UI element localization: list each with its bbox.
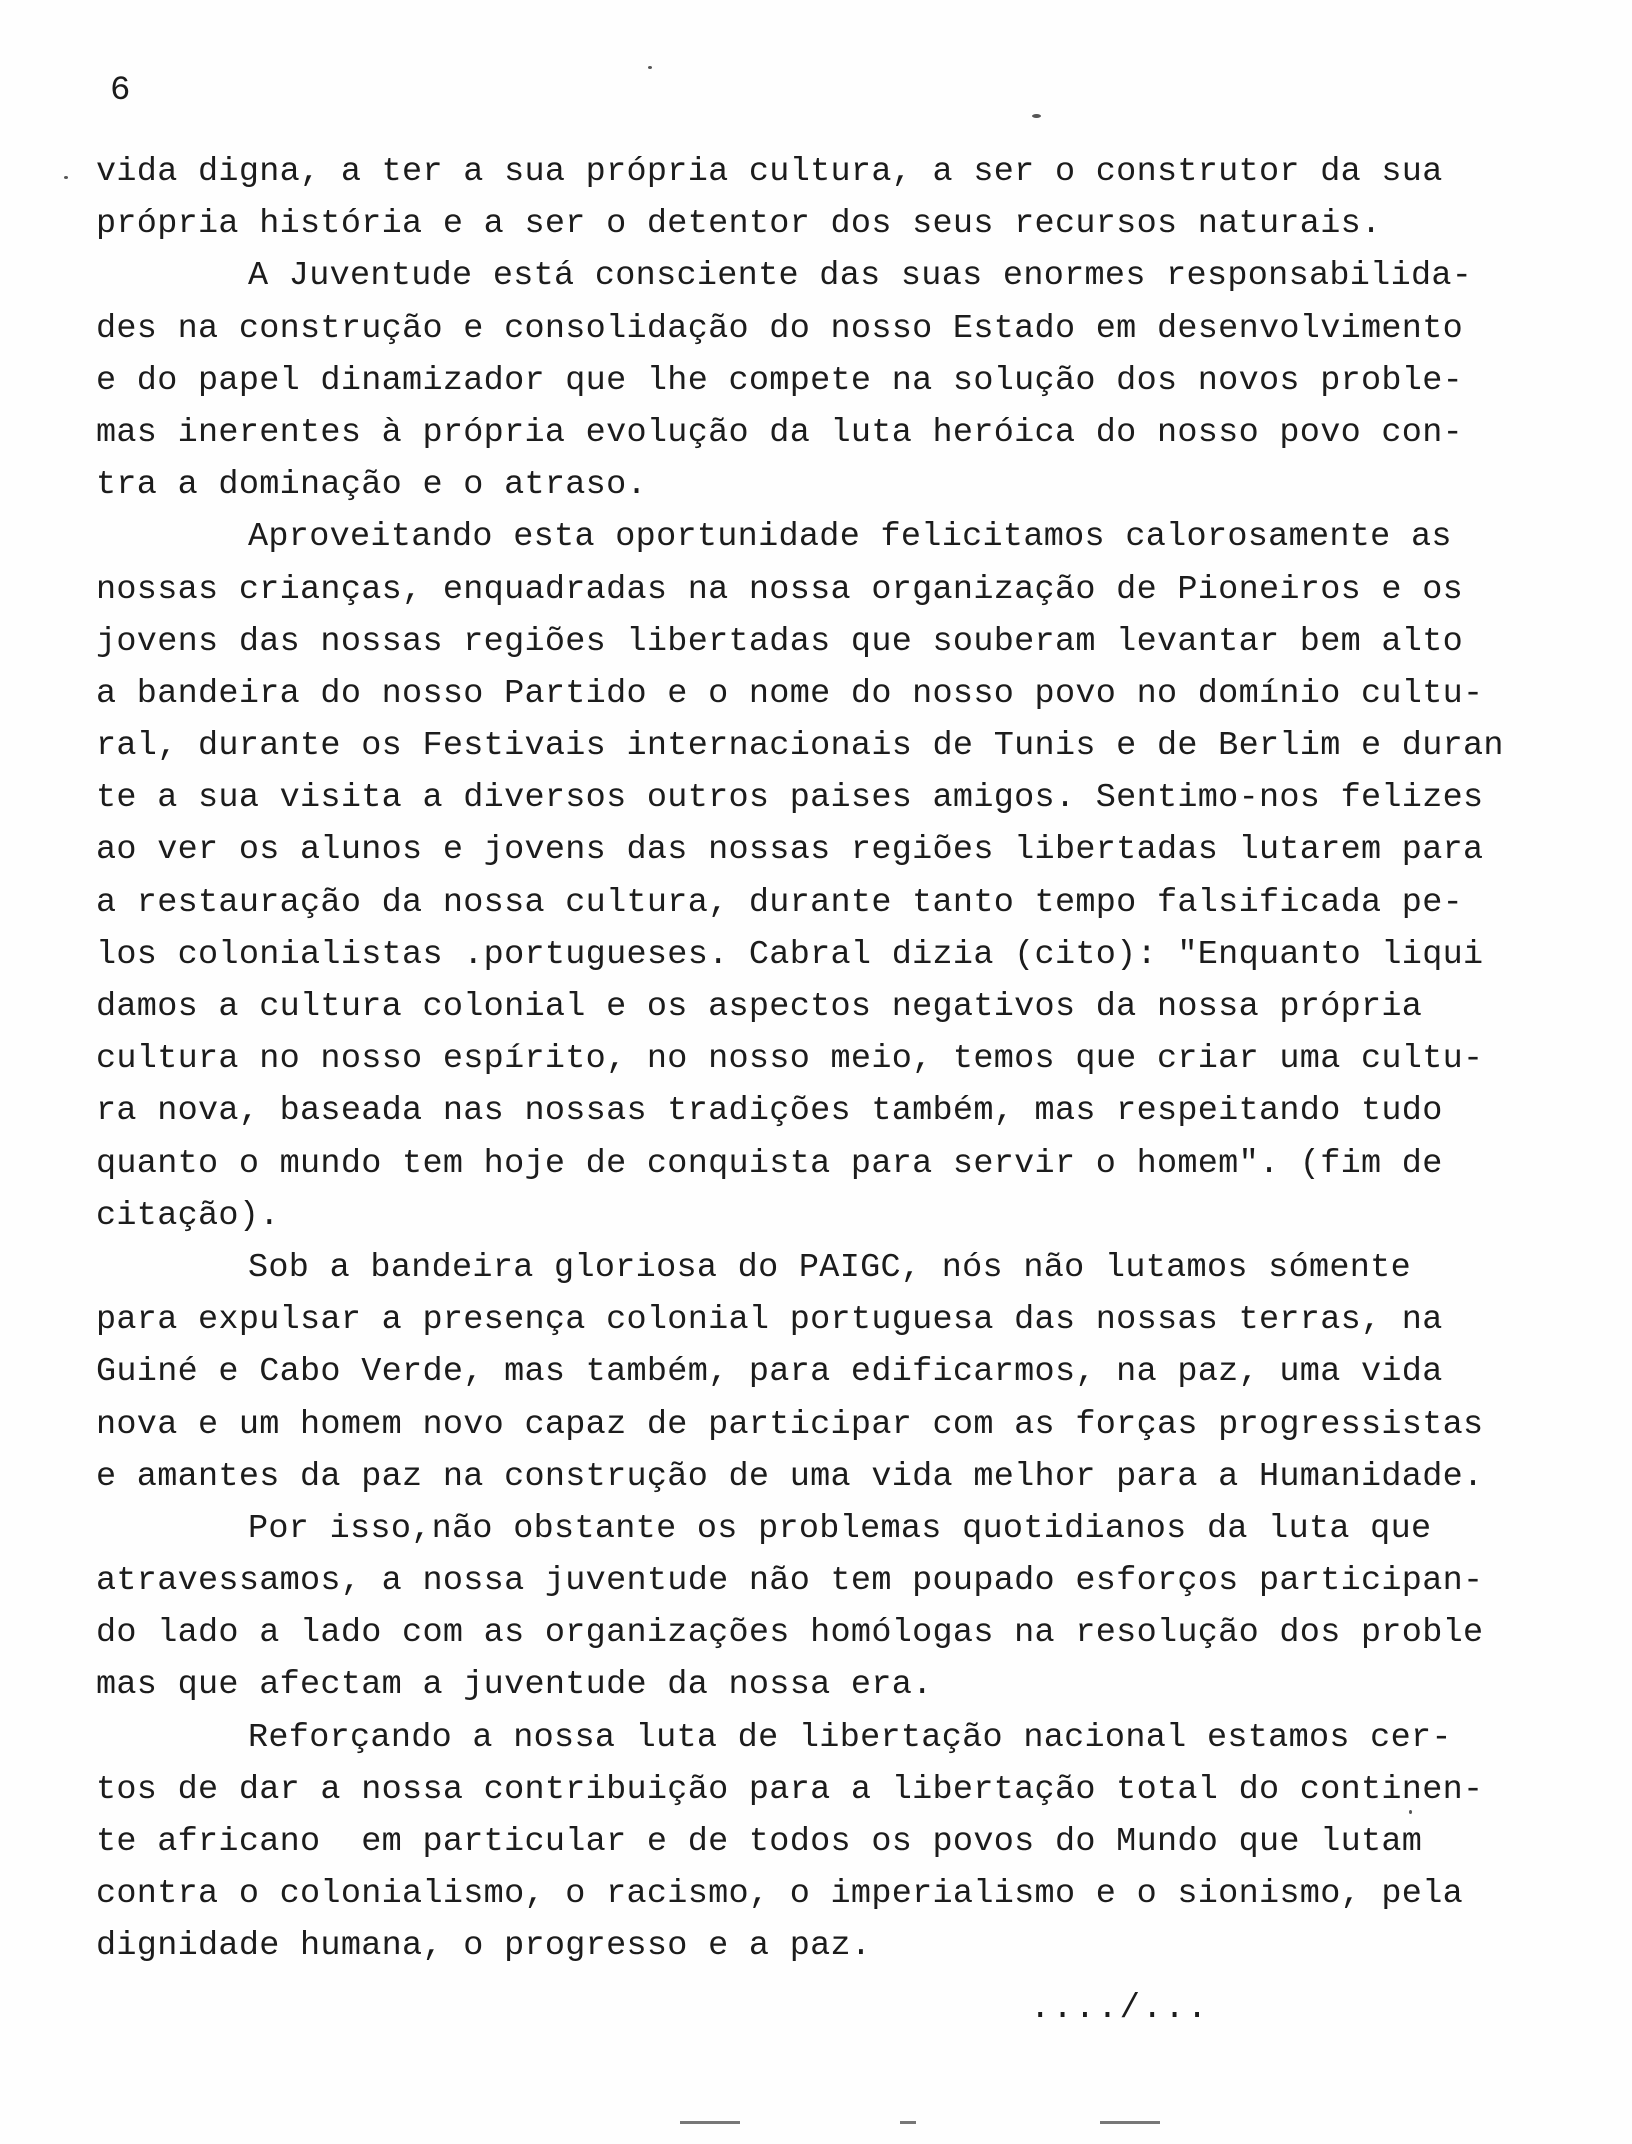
text-line: para expulsar a presença colonial portuguesa das nossas terras, na	[96, 1301, 1443, 1340]
text-line: A Juventude está consciente das suas enormes responsabilida-	[248, 257, 1473, 296]
text-line: jovens das nossas regiões libertadas que souberam levantar bem alto	[96, 622, 1464, 661]
text-line: mas inerentes à própria evolução da luta heróica do nosso povo con-	[96, 413, 1464, 452]
text-line: te a sua visita a diversos outros paises amigos. Sentimo-nos felizes	[96, 779, 1484, 818]
text-line: ao ver os alunos e jovens das nossas regiões libertadas lutarem para	[96, 831, 1484, 870]
text-line: e do papel dinamizador que lhe compete na solução dos novos proble-	[96, 361, 1464, 400]
text-line: Reforçando a nossa luta de libertação nacional estamos cer-	[248, 1718, 1452, 1757]
paragraph	[96, 511, 1504, 1242]
text-line: do lado a lado com as organizações homólogas na resolução dos proble	[96, 1614, 1484, 1653]
text-line: a restauração da nossa cultura, durante tanto tempo falsificada pe-	[96, 883, 1464, 922]
text-line: cultura no nosso espírito, no nosso meio, temos que criar uma cultu-	[96, 1040, 1484, 1079]
paragraph	[96, 1503, 1484, 1712]
text-line: quanto o mundo tem hoje de conquista para servir o homem". (fim de	[96, 1144, 1443, 1183]
text-line: ra nova, baseada nas nossas tradições também, mas respeitando tudo	[96, 1092, 1443, 1131]
text-line: contra o colonialismo, o racismo, o imperialismo e o sionismo, pela	[96, 1875, 1464, 1914]
text-line: a bandeira do nosso Partido e o nome do nosso povo no domínio cultu-	[96, 674, 1484, 713]
continuation-mark: ..../...	[1030, 1990, 1210, 2028]
text-line: Aproveitando esta oportunidade felicitamos calorosamente as	[248, 518, 1452, 557]
paragraph	[96, 1242, 1484, 1503]
scan-speck	[648, 66, 652, 69]
text-line: los colonialistas .portugueses. Cabral dizia (cito): "Enquanto liqui	[96, 935, 1484, 974]
text-line: tra a dominação e o atraso.	[96, 466, 647, 505]
scan-rule-fragment	[900, 2121, 916, 2124]
text-line: vida digna, a ter a sua própria cultura, a ser o construtor da sua	[96, 153, 1443, 191]
text-line: nossas crianças, enquadradas na nossa organização de Pioneiros e os	[96, 570, 1464, 609]
text-line: ral, durante os Festivais internacionais de Tunis e de Berlim e duran	[96, 727, 1504, 766]
scan-speck	[64, 176, 68, 179]
scan-speck	[1409, 1810, 1412, 1814]
text-line: tos de dar a nossa contribuição para a libertação total do continen-	[96, 1770, 1484, 1809]
text-line: própria história e a ser o detentor dos seus recursos naturais.	[96, 205, 1382, 244]
text-line: Guiné e Cabo Verde, mas também, para edificarmos, na paz, uma vida	[96, 1353, 1443, 1392]
text-line: Por isso,não obstante os problemas quotidianos da luta que	[248, 1509, 1432, 1548]
paragraph	[96, 146, 1456, 250]
scan-speck	[1032, 114, 1041, 118]
text-line: Sob a bandeira gloriosa do PAIGC, nós não lutamos sómente	[248, 1248, 1411, 1287]
paragraph	[96, 1712, 1484, 1973]
scan-rule-fragment	[680, 2121, 740, 2124]
text-line: nova e um homem novo capaz de participar com as forças progressistas	[96, 1405, 1484, 1444]
text-line: mas que afectam a juventude da nossa era.	[96, 1666, 933, 1705]
paragraph	[96, 250, 1473, 511]
text-line: e amantes da paz na construção de uma vida melhor para a Humanidade.	[96, 1457, 1484, 1496]
text-line: citação).	[96, 1196, 280, 1235]
text-line: atravessamos, a nossa juventude não tem poupado esforços participan-	[96, 1562, 1484, 1601]
page-number: 6	[110, 72, 131, 110]
scan-rule-fragment	[1100, 2121, 1160, 2124]
body-text	[96, 146, 1504, 1973]
text-line: te africano em particular e de todos os povos do Mundo que lutam	[96, 1823, 1423, 1861]
text-line: des na construção e consolidação do nosso Estado em desenvolvimento	[96, 309, 1464, 348]
text-line: dignidade humana, o progresso e a paz.	[96, 1927, 872, 1966]
text-line: damos a cultura colonial e os aspectos negativos da nossa própria	[96, 988, 1423, 1026]
